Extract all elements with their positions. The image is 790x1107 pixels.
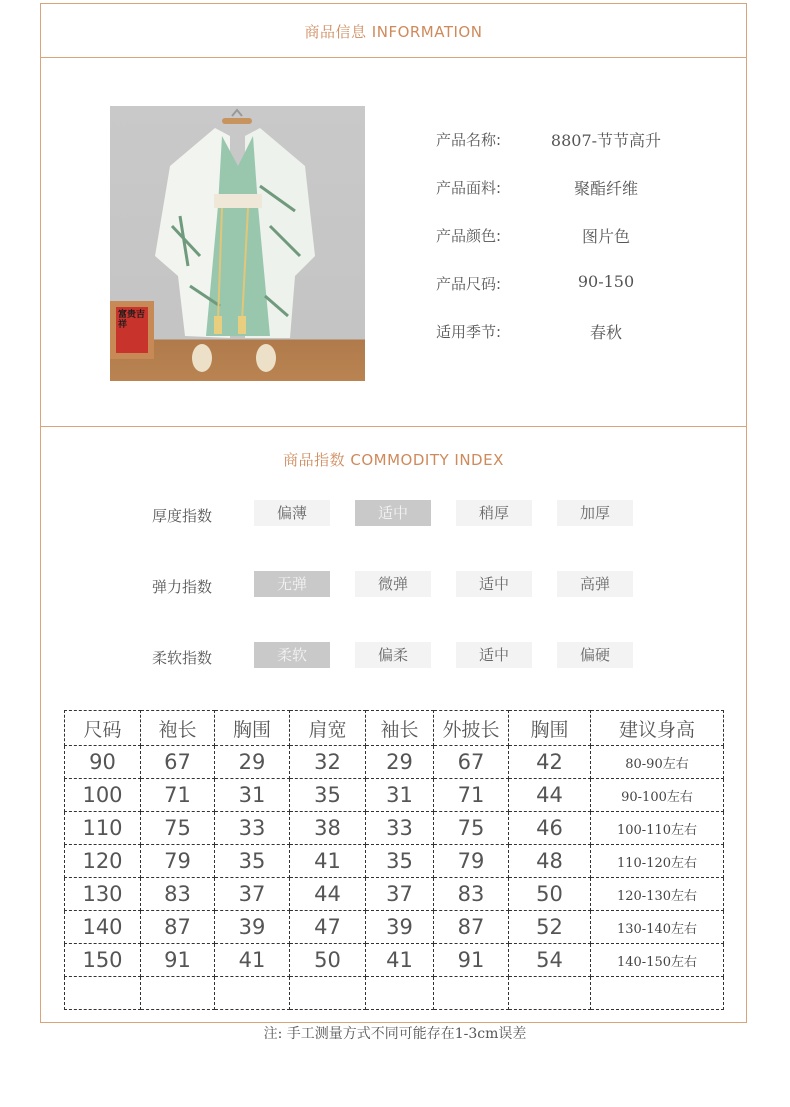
- color-label: 产品颜色:: [436, 227, 502, 245]
- product-name-value: 8807-节节高升: [550, 131, 662, 150]
- table-cell: 29: [215, 746, 290, 779]
- table-cell: 38: [290, 812, 366, 845]
- header-chest: 胸围: [215, 711, 290, 746]
- table-cell: 35: [366, 845, 434, 878]
- table-cell: 87: [434, 911, 509, 944]
- softness-slightly-soft: 偏柔: [355, 642, 431, 668]
- table-header-row: [65, 711, 724, 746]
- table-row: [65, 845, 724, 878]
- table-cell: 110: [65, 812, 141, 845]
- table-cell: 91: [434, 944, 509, 977]
- table-cell: 83: [141, 878, 215, 911]
- table-cell: 90: [65, 746, 141, 779]
- table-cell: 75: [141, 812, 215, 845]
- table-cell: 31: [215, 779, 290, 812]
- table-cell: 130-140左右: [591, 911, 724, 944]
- season-value: 春秋: [589, 323, 622, 342]
- measurement-note: 注: 手工测量方式不同可能存在1-3cm误差: [263, 1026, 527, 1042]
- table-cell: 140-150左右: [591, 944, 724, 977]
- table-cell: 67: [141, 746, 215, 779]
- size-table: [64, 710, 724, 1010]
- table-cell: 54: [509, 944, 591, 977]
- header-cape-length: 外披长: [434, 711, 509, 746]
- section-divider: [40, 426, 747, 427]
- table-cell: 120-130左右: [591, 878, 724, 911]
- header-height: 建议身高: [591, 711, 724, 746]
- table-cell: 35: [215, 845, 290, 878]
- table-row: [65, 878, 724, 911]
- softness-label: 柔软指数: [152, 649, 213, 667]
- fabric-value: 聚酯纤维: [573, 179, 638, 198]
- thickness-slightly-thick: 稍厚: [456, 500, 532, 526]
- table-row: [65, 812, 724, 845]
- table-cell: 50: [290, 944, 366, 977]
- table-cell: 110-120左右: [591, 845, 724, 878]
- table-cell: 100-110左右: [591, 812, 724, 845]
- table-cell: 79: [434, 845, 509, 878]
- header-chest-2: 胸围: [509, 711, 591, 746]
- header-sleeve: 袖长: [366, 711, 434, 746]
- season-label: 适用季节:: [436, 323, 502, 341]
- table-cell: 46: [509, 812, 591, 845]
- softness-soft: 柔软: [254, 642, 330, 668]
- table-cell: 140: [65, 911, 141, 944]
- table-cell: 71: [434, 779, 509, 812]
- table-cell: 47: [290, 911, 366, 944]
- table-cell: 80-90左右: [591, 746, 724, 779]
- header-robe-length: 袍长: [141, 711, 215, 746]
- thickness-thick: 加厚: [557, 500, 633, 526]
- color-value: 图片色: [581, 227, 630, 246]
- table-cell: 44: [509, 779, 591, 812]
- elasticity-none: 无弹: [254, 571, 330, 597]
- product-photo: [110, 106, 365, 381]
- table-cell: 50: [509, 878, 591, 911]
- table-row: [65, 944, 724, 977]
- header-size: 尺码: [65, 711, 141, 746]
- table-cell: 71: [141, 779, 215, 812]
- table-cell: 39: [366, 911, 434, 944]
- table-cell: 41: [290, 845, 366, 878]
- information-title: 商品信息 INFORMATION: [304, 23, 483, 41]
- table-cell: 90-100左右: [591, 779, 724, 812]
- product-name-label: 产品名称:: [436, 131, 502, 149]
- table-cell: 67: [434, 746, 509, 779]
- table-cell: 39: [215, 911, 290, 944]
- table-cell: 31: [366, 779, 434, 812]
- table-cell: 87: [141, 911, 215, 944]
- thickness-thin: 偏薄: [254, 500, 330, 526]
- table-cell: 44: [290, 878, 366, 911]
- table-cell: 32: [290, 746, 366, 779]
- softness-hard: 偏硬: [557, 642, 633, 668]
- table-cell: 75: [434, 812, 509, 845]
- table-cell: 48: [509, 845, 591, 878]
- table-cell: 33: [215, 812, 290, 845]
- table-cell: 42: [509, 746, 591, 779]
- table-cell: 41: [366, 944, 434, 977]
- table-cell: 33: [366, 812, 434, 845]
- table-cell: 37: [215, 878, 290, 911]
- table-row: [65, 746, 724, 779]
- table-cell: 150: [65, 944, 141, 977]
- table-cell: 37: [366, 878, 434, 911]
- table-cell: 41: [215, 944, 290, 977]
- table-cell: 35: [290, 779, 366, 812]
- table-cell: 52: [509, 911, 591, 944]
- hanfu-illustration: [110, 106, 365, 381]
- table-cell: 79: [141, 845, 215, 878]
- table-cell: 130: [65, 878, 141, 911]
- fabric-label: 产品面料:: [436, 179, 502, 197]
- elasticity-medium: 适中: [456, 571, 532, 597]
- photo-sign: 富贵吉祥: [118, 310, 146, 330]
- table-cell: 29: [366, 746, 434, 779]
- table-empty-row: [65, 977, 724, 1010]
- elasticity-label: 弹力指数: [152, 578, 213, 596]
- elasticity-slight: 微弹: [355, 571, 431, 597]
- table-row: [65, 911, 724, 944]
- table-row: [65, 779, 724, 812]
- table-cell: 83: [434, 878, 509, 911]
- table-cell: 100: [65, 779, 141, 812]
- index-title: 商品指数 COMMODITY INDEX: [283, 451, 504, 469]
- table-cell: 120: [65, 845, 141, 878]
- thickness-medium: 适中: [355, 500, 431, 526]
- thickness-label: 厚度指数: [152, 507, 213, 525]
- size-value: 90-150: [577, 272, 635, 291]
- elasticity-high: 高弹: [557, 571, 633, 597]
- size-label: 产品尺码:: [436, 275, 502, 293]
- header-shoulder: 肩宽: [290, 711, 366, 746]
- title-divider: [40, 57, 747, 58]
- table-cell: 91: [141, 944, 215, 977]
- softness-medium: 适中: [456, 642, 532, 668]
